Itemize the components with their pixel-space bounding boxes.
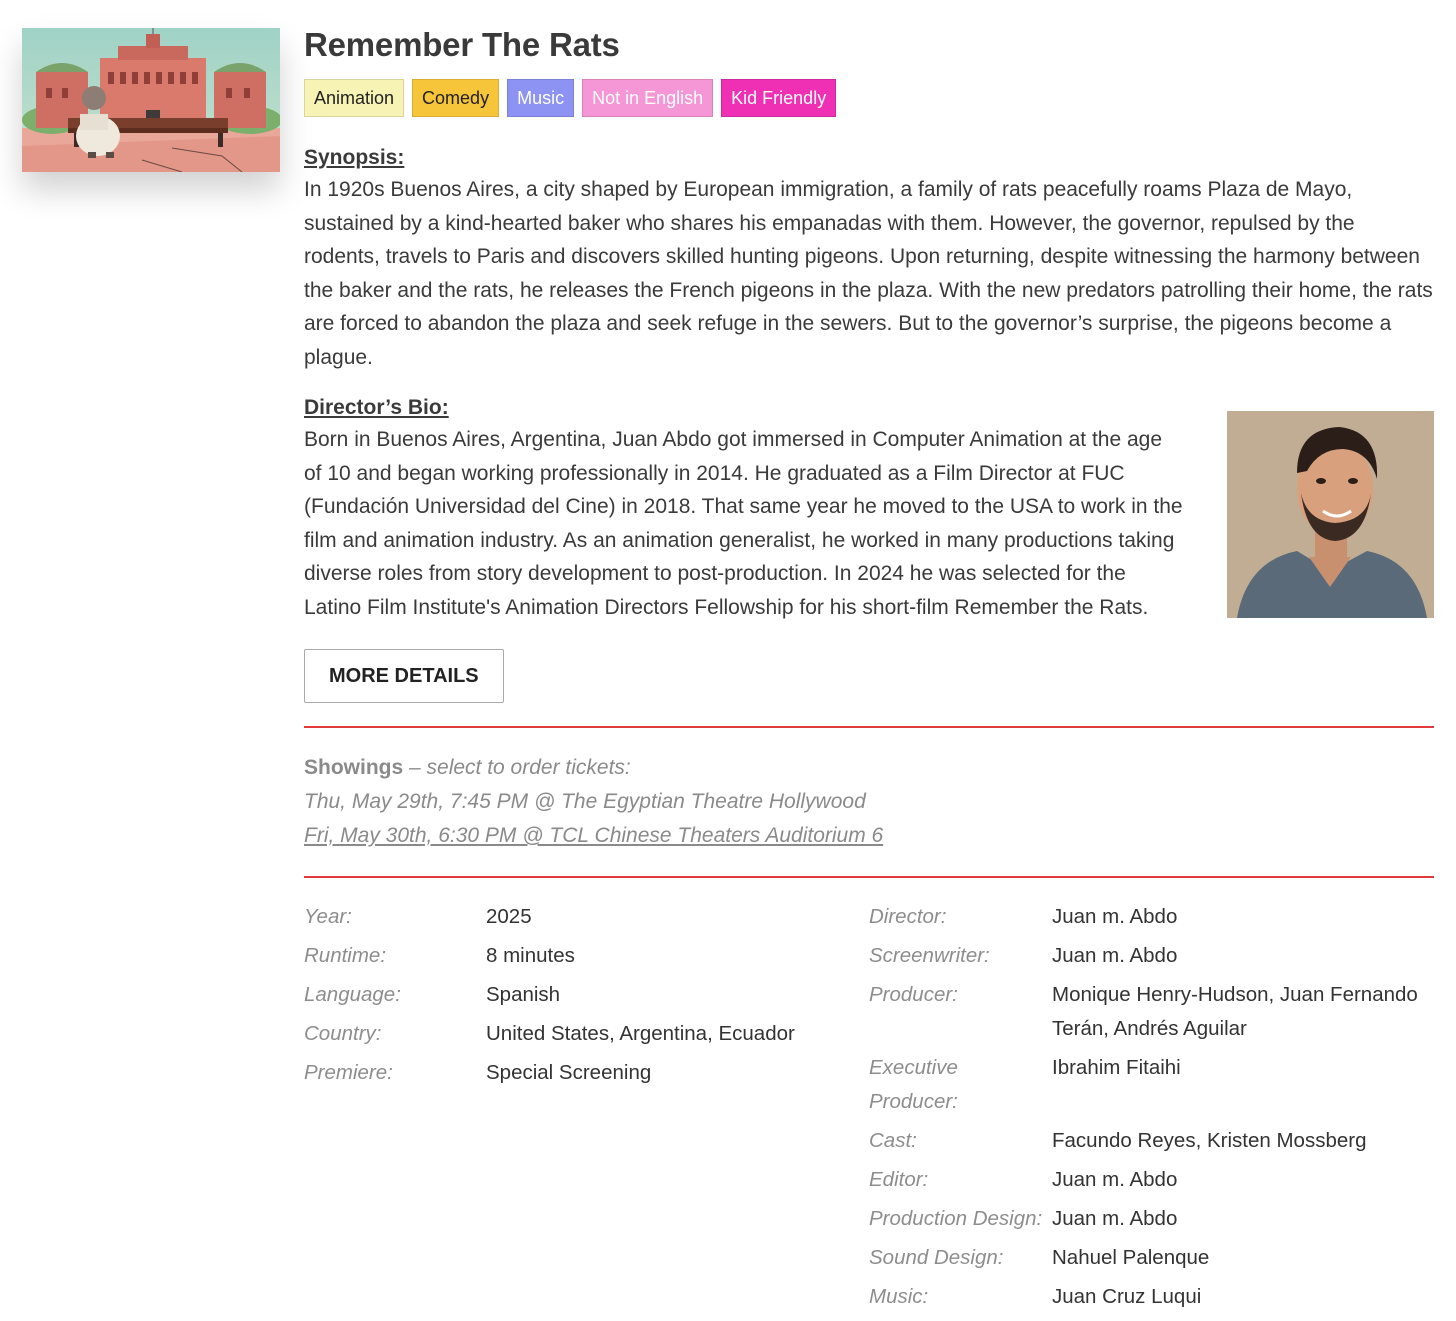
info-row-year: [304, 900, 844, 934]
tag-music[interactable]: Music: [507, 79, 574, 117]
info-label: Year:: [304, 905, 352, 928]
info-label: Language:: [304, 983, 401, 1006]
info-label: Production Design:: [869, 1207, 1043, 1230]
film-poster-image[interactable]: [22, 28, 280, 172]
showings-section: [304, 751, 1434, 853]
info-row-country: [304, 1017, 844, 1051]
tag-kid-friendly[interactable]: Kid Friendly: [721, 79, 836, 117]
info-value: Juan Cruz Luqui: [1052, 1285, 1202, 1308]
genre-tag-list: [304, 79, 1434, 117]
info-row-premiere: [304, 1056, 844, 1090]
tag-comedy[interactable]: Comedy: [412, 79, 499, 117]
director-photo: [1227, 411, 1434, 618]
film-title: Remember The Rats: [304, 26, 620, 63]
info-row-language: [304, 978, 844, 1012]
showing-egyptian-theatre[interactable]: Thu, May 29th, 7:45 PM @ The Egyptian Theatre Hollywood: [304, 790, 866, 813]
tag-animation[interactable]: Animation: [304, 79, 404, 117]
info-label: Sound Design:: [869, 1246, 1004, 1269]
info-label: Screenwriter:: [869, 944, 990, 967]
info-value: Juan m. Abdo: [1052, 944, 1178, 967]
info-row-sound-design: [869, 1241, 1434, 1275]
info-value: Special Screening: [486, 1061, 652, 1084]
film-detail-panel: [304, 22, 1434, 1308]
info-row-music: [869, 1280, 1434, 1314]
showings-label: Showings: [304, 756, 404, 779]
info-value: Juan m. Abdo: [1052, 1168, 1178, 1191]
info-row-cast: [869, 1124, 1434, 1158]
info-label: Runtime:: [304, 944, 387, 967]
info-row-director: [869, 900, 1434, 934]
info-label: Premiere:: [304, 1061, 393, 1084]
synopsis-heading: Synopsis:: [304, 146, 405, 169]
info-value: United States, Argentina, Ecuador: [486, 1022, 795, 1045]
divider-top: [304, 726, 1434, 728]
synopsis-text: In 1920s Buenos Aires, a city shaped by European immigration, a family of rats peacefully roams Plaza de Mayo, sustained by a kind-hearted baker who shares his empanadas with them. However, the governor, repulsed by the rodents, travels to Paris and discovers skilled hunting pigeons. Upon returning, despite witnessing the harmony between the baker and the rats, he releases the French pigeons in the plaza. With the new predators patrolling their home, the rats are forced to abandon the plaza and seek refuge in the sewers. But to the governor’s surprise, the pigeons become a plague.: [304, 178, 1433, 369]
info-left-column: [304, 900, 844, 1095]
info-value: Juan m. Abdo: [1052, 1207, 1178, 1230]
info-value: Ibrahim Fitaihi: [1052, 1056, 1181, 1079]
info-row-editor: [869, 1163, 1434, 1197]
info-label: Producer:: [869, 983, 958, 1006]
info-value: 2025: [486, 905, 532, 928]
info-value: Facundo Reyes, Kristen Mossberg: [1052, 1129, 1367, 1152]
bio-text: Born in Buenos Aires, Argentina, Juan Abdo got immersed in Computer Animation at the age of 10 and began working professionally in 2014. He graduated as a Film Director at FUC (Fundación Universidad del Cine) in 2018. That same year he moved to the USA to work in the film and animation industry. As an animation generalist, he worked in many productions taking diverse roles from story development to post-production. In 2024 he was selected for the Latino Film Institute's Animation Directors Fellowship for his short-film Remember the Rats.: [304, 428, 1183, 619]
info-row-executive-producer: [869, 1051, 1434, 1119]
director-bio-section: [304, 393, 1434, 624]
tag-not-in-english[interactable]: Not in English: [582, 79, 713, 117]
info-row-screenwriter: [869, 939, 1434, 973]
showings-hint: – select to order tickets:: [403, 756, 631, 779]
more-details-button[interactable]: MORE DETAILS: [304, 649, 504, 703]
info-right-column: [869, 900, 1434, 1319]
info-label: Editor:: [869, 1168, 929, 1191]
info-value: Monique Henry-Hudson, Juan Fernando Terán, Andrés Aguilar: [1052, 983, 1418, 1040]
info-label: Music:: [869, 1285, 929, 1308]
info-label: Executive Producer:: [869, 1056, 958, 1113]
info-label: Director:: [869, 905, 947, 928]
showing-tcl-chinese-link[interactable]: Fri, May 30th, 6:30 PM @ TCL Chinese Theaters Auditorium 6: [304, 824, 884, 847]
info-value: Juan m. Abdo: [1052, 905, 1178, 928]
info-value: Spanish: [486, 983, 561, 1006]
bio-heading: Director’s Bio:: [304, 396, 449, 419]
info-row-runtime: [304, 939, 844, 973]
info-value: 8 minutes: [486, 944, 575, 967]
info-row-production-design: [869, 1202, 1434, 1236]
info-value: Nahuel Palenque: [1052, 1246, 1210, 1269]
info-label: Cast:: [869, 1129, 917, 1152]
info-row-producer: [869, 978, 1434, 1046]
info-label: Country:: [304, 1022, 382, 1045]
film-info-grid: [304, 900, 1434, 1308]
divider-bottom: [304, 876, 1434, 878]
